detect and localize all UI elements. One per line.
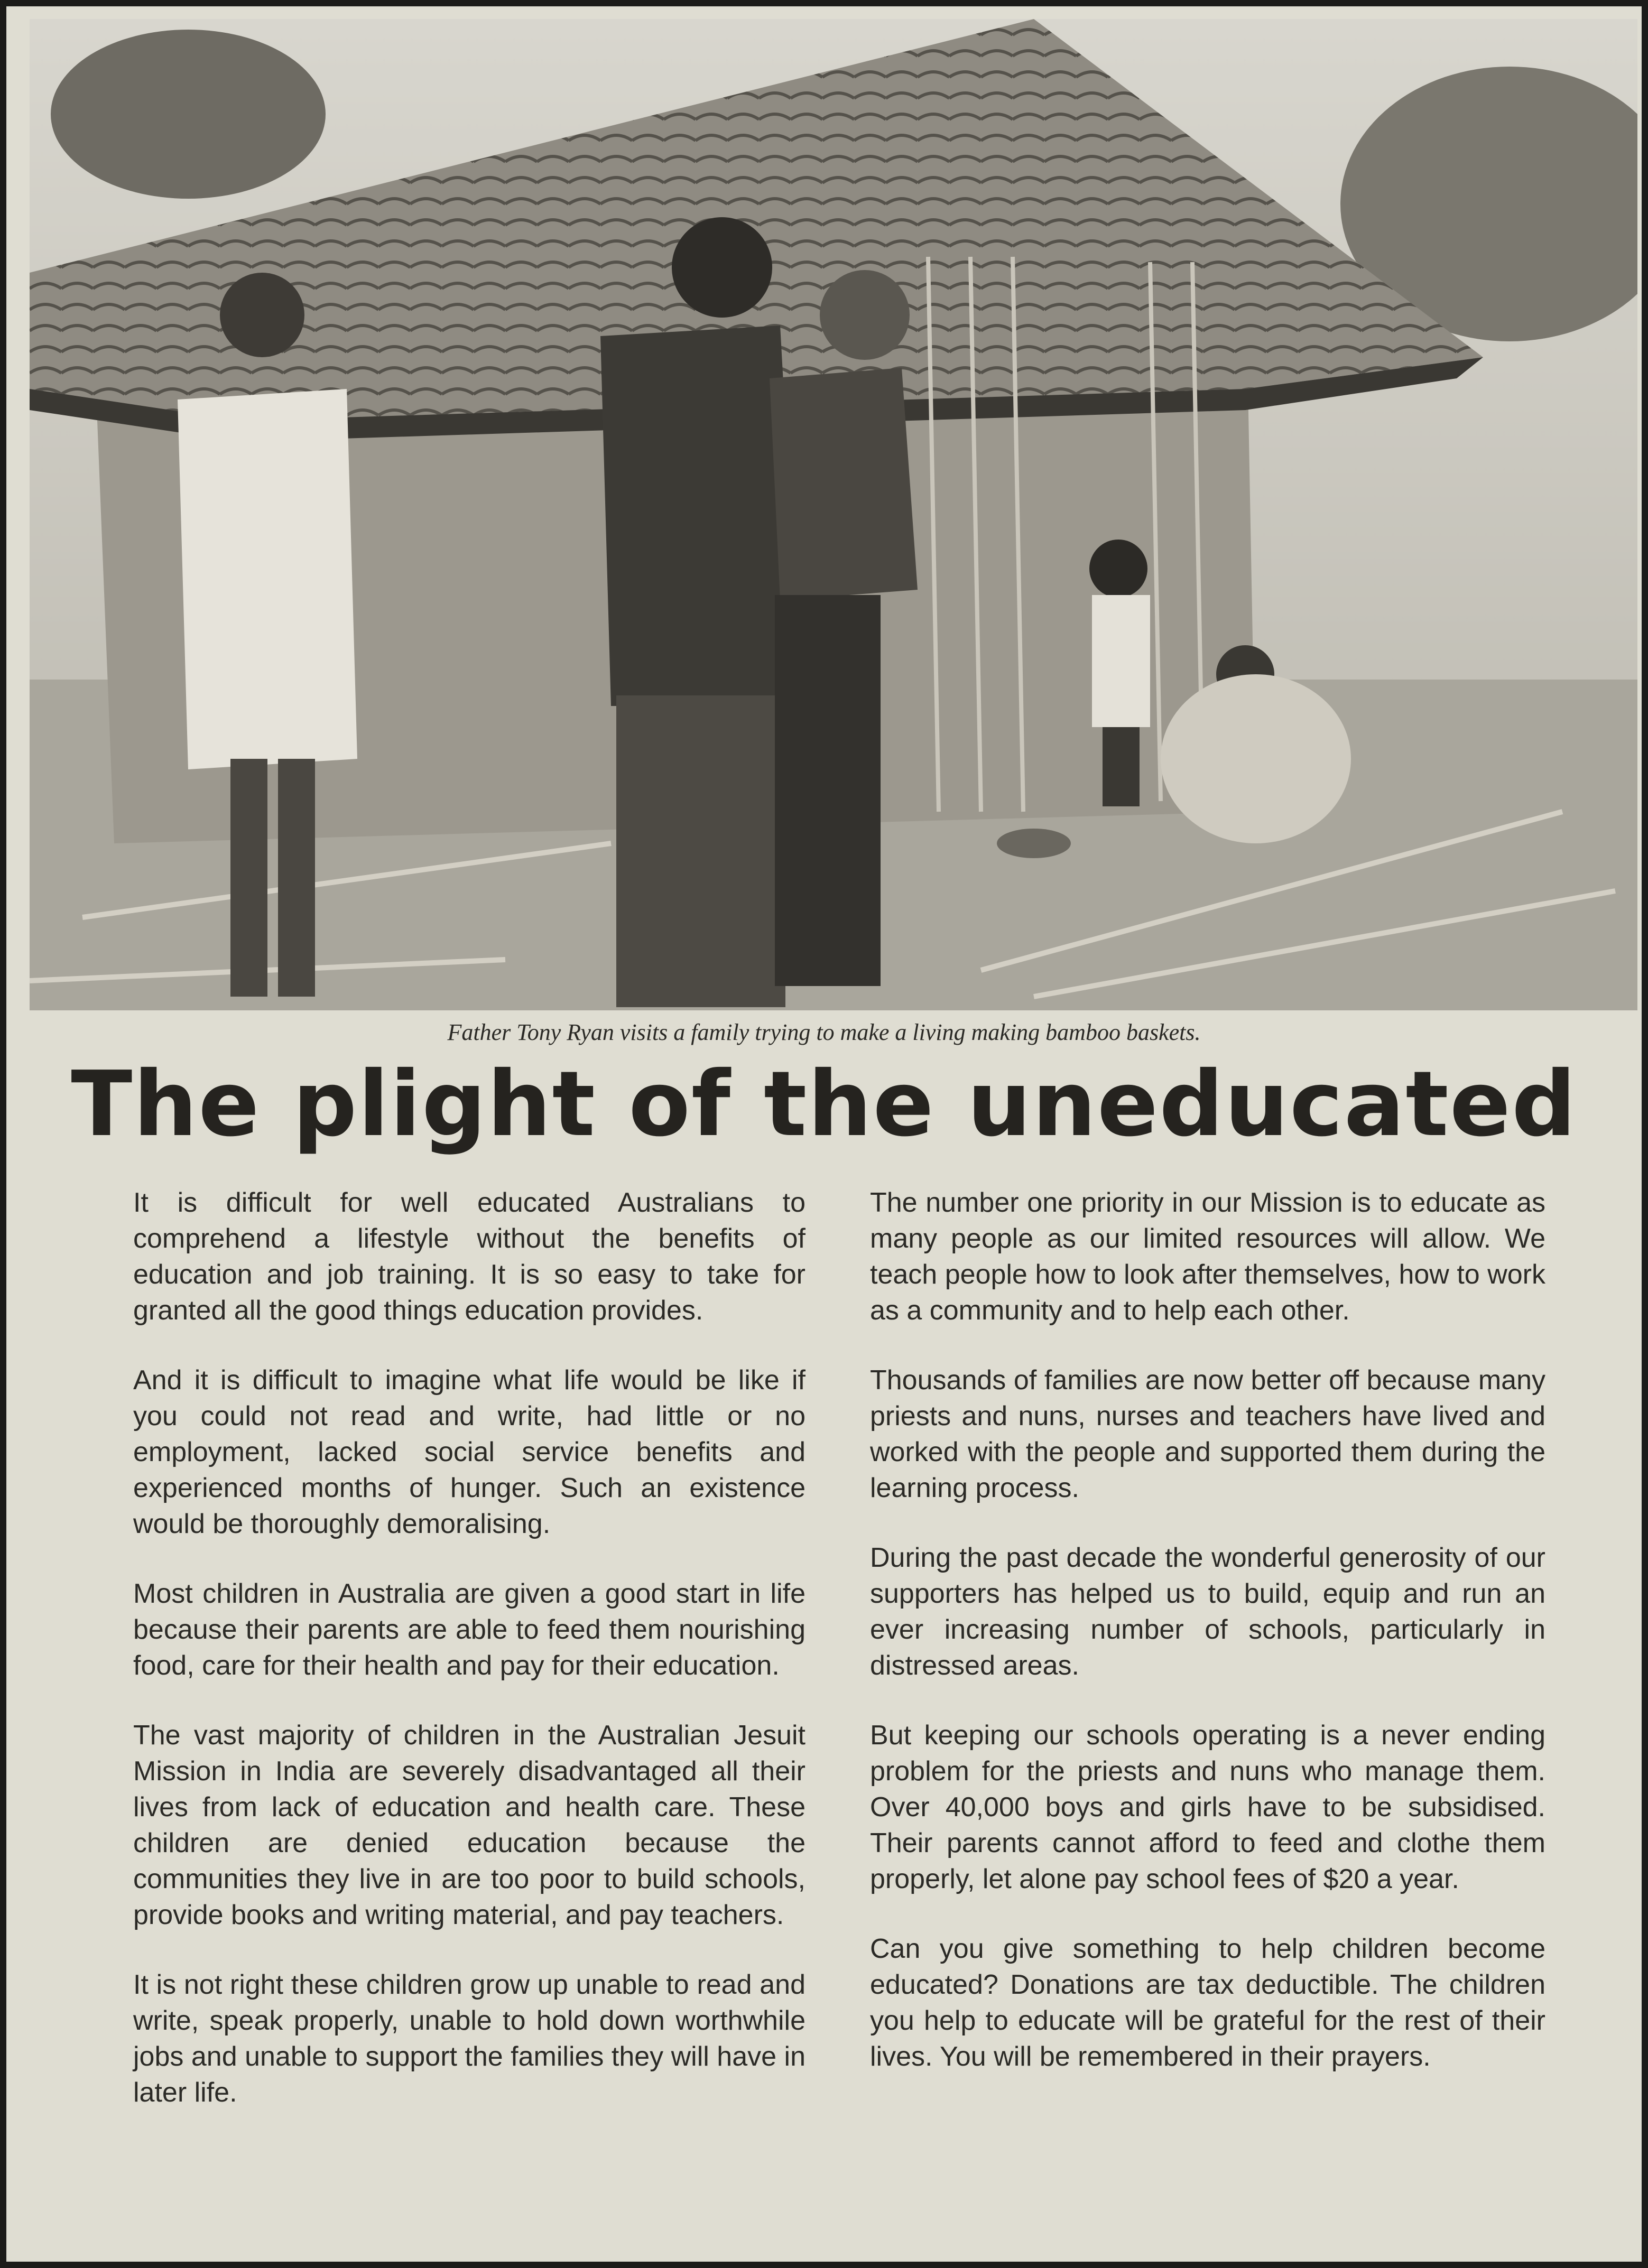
headline: The plight of the uneducated bbox=[71, 1052, 1577, 1157]
paragraph: Can you give something to help children become educated? Donations are tax deductible. The children you help to educate will be grateful for the rest of their lives. You will be remembered in their prayers. bbox=[870, 1934, 1545, 2072]
right-column bbox=[870, 1185, 1545, 2108]
paragraph: The number one priority in our Mission is to educate as many people as our limited resources will allow. We teach people how to look after themselves, how to work as a community and to help each other. bbox=[870, 1187, 1545, 1326]
paragraph: And it is difficult to imagine what life would be like if you could not read and write, had little or no employment, lacked social service benefits and experienced months of hunger. Such an existence would be thoroughly demoralising. bbox=[133, 1365, 806, 1539]
paragraph: The vast majority of children in the Australian Jesuit Mission in India are severely disadvantaged all their lives from lack of education and health care. These children are denied education because the communities they live in are too poor to build schools, provide books and writing material, and pay teachers. bbox=[133, 1720, 806, 1930]
paragraph: Most children in Australia are given a good start in life because their parents are able to feed them nourishing food, care for their health and pay for their education. bbox=[133, 1578, 806, 1681]
paragraph: It is difficult for well educated Australians to comprehend a lifestyle without the benefits of education and job training. It is so easy to take for granted all the good things education provides. bbox=[133, 1187, 806, 1326]
paragraph: During the past decade the wonderful generosity of our supporters has helped us to build, equip and run an ever increasing number of schools, particularly in distressed areas. bbox=[870, 1542, 1545, 1681]
photo-family-bamboo-hut bbox=[30, 19, 1637, 1010]
document-page bbox=[6, 6, 1642, 2262]
photo-caption: Father Tony Ryan visits a family trying to make a living making bamboo baskets. bbox=[447, 1019, 1201, 1045]
paragraph: Thousands of families are now better off because many priests and nuns, nurses and teachers have lived and worked with the people and supported them during the learning process. bbox=[870, 1365, 1545, 1503]
paragraph: But keeping our schools operating is a never ending problem for the priests and nuns who manage them. Over 40,000 boys and girls have to be subsidised. Their parents cannot afford to feed and clothe them properly, let alone pay school fees of $20 a year. bbox=[870, 1720, 1545, 1894]
left-column bbox=[133, 1185, 806, 2144]
paragraph: It is not right these children grow up unable to read and write, speak properly, unable to hold down worthwhile jobs and unable to support the families they will have in later life. bbox=[133, 1969, 806, 2108]
